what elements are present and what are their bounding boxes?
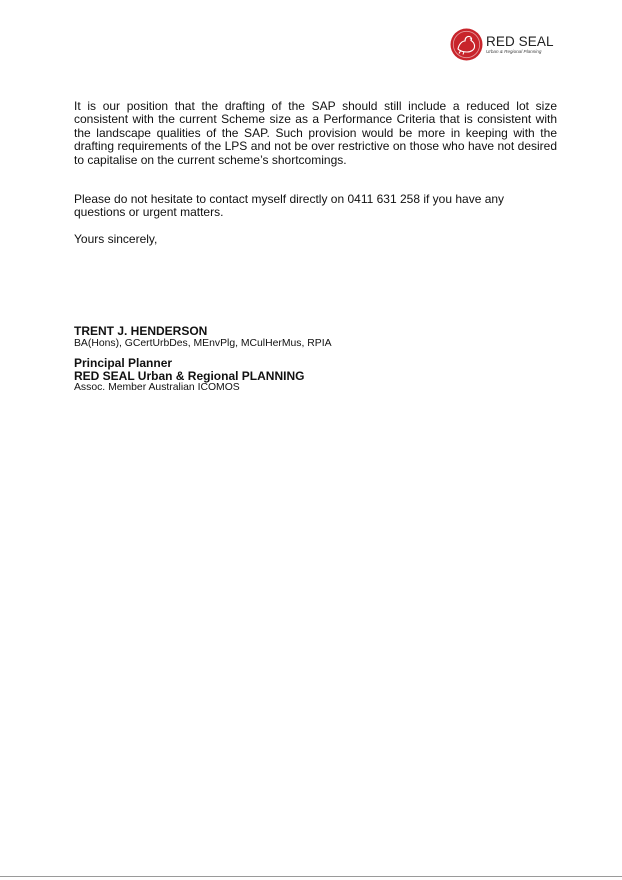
signatory-membership: Assoc. Member Australian ICOMOS: [74, 382, 240, 393]
body-paragraph-2: Please do not hesitate to contact myself directly on 0411 631 258 if you have any questions or urgent matters.: [74, 192, 505, 220]
logo-name: RED SEAL: [486, 34, 554, 49]
signatory-company: RED SEAL Urban & Regional PLANNING: [74, 369, 305, 383]
signatory-name: TRENT J. HENDERSON: [74, 324, 208, 338]
closing-line: Yours sincerely,: [74, 232, 158, 246]
signatory-role: Principal Planner: [74, 356, 173, 370]
footer-rule: [0, 876, 622, 877]
company-logo: [450, 28, 560, 62]
body-paragraph-1: It is our position that the drafting of the SAP should still include a reduced lot size consistent with the current Scheme size as a Performance Criteria that is consistent with the landscape qualities of the SAP. Such provision would be more in keeping with the drafting requirements of the LPS and not be over restrictive on those who have not desired to capitalise on the current scheme’s shortcomings.: [74, 99, 557, 167]
logo-tagline: Urban & Regional Planning: [486, 49, 542, 54]
seal-icon: [450, 28, 483, 61]
signatory-qualifications: BA(Hons), GCertUrbDes, MEnvPlg, MCulHerMus, RPIA: [74, 338, 332, 349]
